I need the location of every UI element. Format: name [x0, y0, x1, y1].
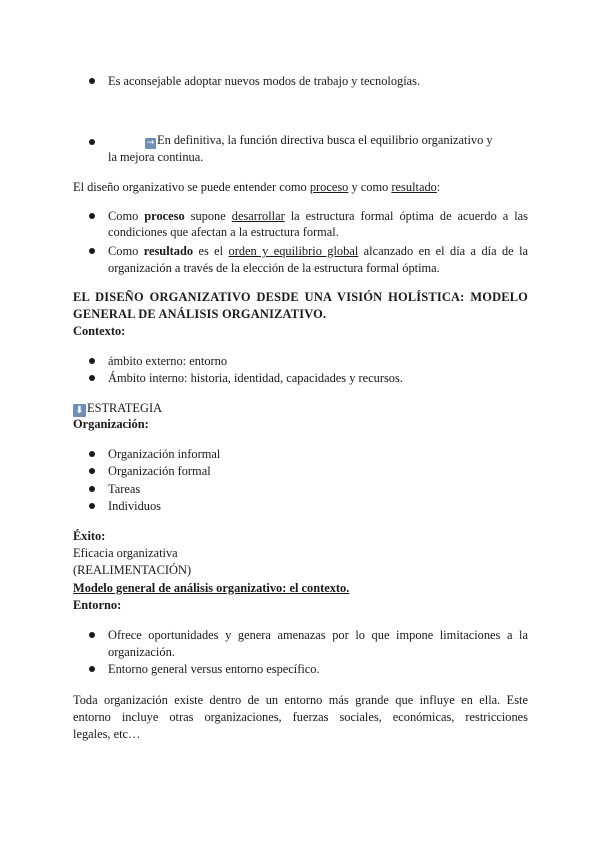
bullet-dot	[89, 358, 95, 364]
bullet-dot	[89, 666, 95, 672]
closing-line: entorno incluye otras organizaciones, fuerzas sociales, económicas, restricciones	[73, 710, 528, 724]
section-heading: EL DISEÑO ORGANIZATIVO DESDE UNA VISIÓN HOLÍSTICA: MODELO	[73, 290, 528, 304]
exito-label: Éxito:	[73, 529, 106, 543]
term-resultado: resultado	[391, 180, 437, 194]
section-heading-line2: GENERAL DE ANÁLISIS ORGANIZATIVO.	[73, 307, 327, 321]
entorno-label: Entorno:	[73, 598, 122, 612]
contexto-label: Contexto:	[73, 324, 126, 338]
bullet-dot	[89, 632, 95, 638]
proceso-item: Como proceso supone desarrollar la estructura formal óptima de acuerdo a las	[108, 209, 528, 223]
organizacion-item: Organización formal	[108, 464, 211, 478]
bullet-dot	[89, 468, 95, 474]
entorno-item-line2: organización.	[108, 645, 175, 659]
resultado-item: Como resultado es el orden y equilibrio global alcanzado en el día a día de la	[108, 244, 529, 258]
organizacion-item: Organización informal	[108, 447, 221, 461]
organizacion-label: Organización:	[73, 417, 149, 431]
exito-line: (REALIMENTACIÓN)	[73, 563, 192, 577]
organizacion-item: Individuos	[108, 499, 162, 513]
contexto-item: Ámbito interno: historia, identidad, capacidades y recursos.	[108, 371, 403, 385]
bullet-dot	[89, 451, 95, 457]
resultado-item-line2: organización a través de la elección de la estructura formal óptima.	[108, 261, 440, 275]
bullet-text: → En definitiva, la función directiva busca el equilibrio organizativo y	[146, 133, 493, 148]
intro-paragraph: El diseño organizativo se puede entender como proceso y como resultado:	[73, 180, 441, 194]
exito-line: Eficacia organizativa	[73, 546, 178, 560]
bullet-text: la mejora continua.	[108, 150, 204, 164]
arrow-down-icon: ⬇	[73, 404, 86, 417]
bullet-dot	[89, 213, 95, 219]
bullet-dot	[89, 375, 95, 381]
bullet-dot	[89, 248, 95, 254]
bullet-dot	[89, 78, 95, 84]
organizacion-item: Tareas	[108, 482, 141, 496]
closing-line: legales, etc…	[73, 727, 141, 741]
entorno-item: Entorno general versus entorno específico.	[108, 662, 320, 676]
closing-line: Toda organización existe dentro de un entorno más grande que influye en ella. Este	[73, 693, 528, 707]
entorno-item: Ofrece oportunidades y genera amenazas por lo que impone limitaciones a la	[108, 628, 528, 642]
contexto-item: ámbito externo: entorno	[108, 354, 228, 368]
arrow-right-icon: →	[146, 138, 155, 148]
modelo-title: Modelo general de análisis organizativo: el contexto.	[73, 581, 350, 595]
bullet-dot	[89, 139, 95, 145]
proceso-item-line2: condiciones que afectan a la estructura formal.	[108, 225, 339, 239]
estrategia-line: ⬇ ESTRATEGIA	[73, 400, 162, 417]
term-proceso: proceso	[309, 180, 349, 194]
bullet-dot	[89, 503, 95, 509]
bullet-dot	[89, 486, 95, 492]
bullet-text: Es aconsejable adoptar nuevos modos de trabajo y tecnologías.	[108, 74, 421, 88]
